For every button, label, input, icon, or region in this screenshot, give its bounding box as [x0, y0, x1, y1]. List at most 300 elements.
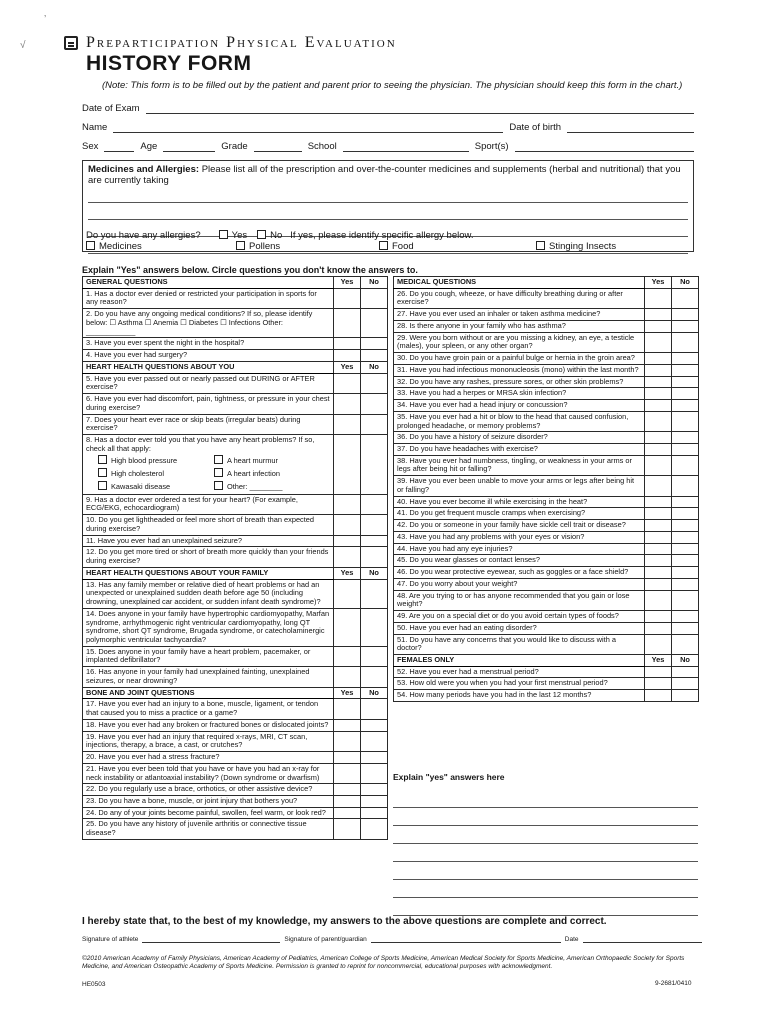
age-field[interactable]	[163, 140, 215, 152]
question-cell	[83, 435, 334, 495]
no-answer-cell[interactable]	[672, 622, 699, 634]
section-header-row	[394, 277, 699, 289]
explain-yes-lines	[393, 790, 698, 916]
question-text: 29. Were you born without or are you missing a kidney, an eye, a testicle (males), your spleen, or any other organ?	[397, 332, 635, 351]
yes-answer-cell[interactable]	[334, 535, 361, 547]
medicines-instructions: Please list all of the prescription and over-the-counter medicines and supplements (herbal and nutritional) that you are currently taking	[88, 164, 681, 186]
question-row	[394, 578, 699, 590]
yes-answer-cell[interactable]	[334, 731, 361, 751]
question-cell	[83, 414, 334, 434]
yes-answer-cell[interactable]	[645, 590, 672, 610]
question-text: 31. Have you had infectious mononucleosis (mono) within the last month?	[397, 364, 639, 374]
yes-answer-cell[interactable]	[645, 455, 672, 475]
question-cell	[394, 531, 645, 543]
no-answer-cell[interactable]	[672, 432, 699, 444]
allergy-types-row	[86, 241, 616, 252]
question-text: 16. Has anyone in your family had unexplained fainting, unexplained seizures, or near drowning?	[86, 667, 310, 685]
question-text: 6. Have you ever had discomfort, pain, tightness, or pressure in your chest during exercise?	[86, 394, 330, 412]
copyright-notice: ©2010 American Academy of Family Physicians, American Academy of Pediatrics, American College of Sports Medicine, American Medical Society for Sports Medicine, American Orthopaedic Society for Sports Medicine, and American Osteopathic Academy of Sports Medicine. Permission is granted to reprint for noncommercial, educational purposes with acknowledgment.	[82, 955, 685, 971]
question-cell	[83, 807, 334, 819]
medicines-line[interactable]	[88, 203, 688, 220]
yes-answer-cell[interactable]	[645, 353, 672, 365]
yes-answer-cell[interactable]	[645, 332, 672, 352]
yes-answer-cell[interactable]	[645, 309, 672, 321]
yes-column-header: Yes	[334, 277, 361, 289]
question-cell	[83, 719, 334, 731]
question-cell	[83, 288, 334, 308]
no-answer-cell[interactable]	[672, 690, 699, 702]
question-text: 44. Have you had any eye injuries?	[397, 543, 513, 553]
yes-answer-cell[interactable]	[645, 578, 672, 590]
question-row	[83, 731, 388, 751]
heart-problem-label: High blood pressure	[111, 456, 178, 466]
section-header-row	[83, 687, 388, 699]
no-answer-cell[interactable]	[672, 590, 699, 610]
no-answer-cell[interactable]	[672, 476, 699, 496]
no-answer-cell[interactable]	[672, 288, 699, 308]
question-text: 52. Have you ever had a menstrual period?	[397, 666, 539, 676]
yes-answer-cell[interactable]	[645, 531, 672, 543]
explain-yes-line[interactable]	[393, 790, 698, 808]
question-cell	[394, 332, 645, 352]
question-row	[83, 350, 388, 362]
no-answer-cell[interactable]	[361, 699, 388, 719]
question-text: 48. Are you trying to or has anyone recommended that you gain or lose weight?	[397, 590, 630, 609]
question-row	[83, 608, 388, 646]
yes-answer-cell[interactable]	[334, 784, 361, 796]
no-answer-cell[interactable]	[361, 414, 388, 434]
yes-answer-cell[interactable]	[334, 394, 361, 414]
question-cell	[394, 520, 645, 532]
question-cell	[394, 578, 645, 590]
heart-problem-option[interactable]	[214, 481, 330, 492]
sports-field[interactable]	[515, 140, 694, 152]
question-row	[83, 435, 388, 495]
question-cell	[83, 394, 334, 414]
yes-answer-cell[interactable]	[645, 634, 672, 654]
no-answer-cell[interactable]	[361, 719, 388, 731]
question-text: 46. Do you wear protective eyewear, such as goggles or a face shield?	[397, 567, 629, 577]
checkbox[interactable]	[98, 481, 107, 490]
checkbox[interactable]	[98, 455, 107, 464]
medicines-line[interactable]	[88, 186, 688, 203]
question-cell	[394, 388, 645, 400]
signature-row	[82, 934, 702, 943]
no-answer-cell[interactable]	[361, 731, 388, 751]
no-answer-cell[interactable]	[672, 388, 699, 400]
heart-problem-option[interactable]	[98, 455, 214, 466]
no-answer-cell[interactable]	[361, 763, 388, 783]
question-cell	[394, 309, 645, 321]
question-row	[394, 611, 699, 623]
question-row	[83, 719, 388, 731]
yes-answer-cell[interactable]	[645, 376, 672, 388]
no-answer-cell[interactable]	[361, 646, 388, 666]
question-cell	[394, 353, 645, 365]
question-text: 24. Do any of your joints become painful, swollen, feel warm, or look red?	[86, 807, 326, 817]
yes-answer-cell[interactable]	[334, 752, 361, 764]
no-answer-cell[interactable]	[672, 332, 699, 352]
no-answer-cell[interactable]	[361, 579, 388, 608]
section-header-row	[83, 277, 388, 289]
question-text: 25. Do you have any history of juvenile arthritis or connective tissue disease?	[86, 819, 307, 838]
section-title: HEART HEALTH QUESTIONS ABOUT YOUR FAMILY	[83, 567, 334, 579]
sex-age-row	[82, 140, 694, 152]
question-row	[83, 699, 388, 719]
yes-answer-cell[interactable]	[645, 690, 672, 702]
allergy-type-stinging-insects: Stinging Insects	[549, 241, 617, 252]
question-row	[83, 494, 388, 514]
question-row	[394, 520, 699, 532]
no-answer-cell[interactable]	[361, 795, 388, 807]
question-row	[394, 411, 699, 431]
no-answer-cell[interactable]	[361, 667, 388, 687]
yes-answer-cell[interactable]	[334, 819, 361, 839]
allergy-if-yes: If yes, please identify specific allergy below.	[290, 230, 474, 241]
no-answer-cell[interactable]	[672, 376, 699, 388]
yes-answer-cell[interactable]	[645, 678, 672, 690]
sports-label: Sport(s)	[474, 141, 509, 152]
question-cell	[83, 535, 334, 547]
allergy-yes-checkbox[interactable]	[219, 230, 228, 239]
no-answer-cell[interactable]	[361, 394, 388, 414]
question-cell	[394, 634, 645, 654]
heart-problem-option[interactable]	[98, 481, 214, 492]
yes-column-header: Yes	[645, 654, 672, 666]
no-column-header: No	[672, 654, 699, 666]
grade-label: Grade	[221, 141, 248, 152]
checkbox[interactable]	[214, 468, 223, 477]
no-answer-cell[interactable]	[672, 309, 699, 321]
question-text: 49. Are you on a special diet or do you avoid certain types of foods?	[397, 611, 619, 621]
no-answer-cell[interactable]	[672, 444, 699, 456]
no-answer-cell[interactable]	[361, 535, 388, 547]
question-cell	[83, 784, 334, 796]
allergy-no-label: No	[270, 230, 283, 241]
yes-answer-cell[interactable]	[334, 350, 361, 362]
name-label: Name	[82, 122, 108, 133]
no-answer-cell[interactable]	[361, 373, 388, 393]
question-cell	[394, 567, 645, 579]
heart-problem-label: High cholesterol	[111, 469, 164, 479]
parent-signature-field[interactable]	[371, 934, 561, 943]
no-answer-cell[interactable]	[672, 578, 699, 590]
question-row	[83, 338, 388, 350]
yes-answer-cell[interactable]	[334, 646, 361, 666]
no-answer-cell[interactable]	[672, 611, 699, 623]
name-row	[82, 121, 694, 133]
question-row	[83, 515, 388, 535]
allergy-type-food: Food	[392, 241, 414, 252]
no-answer-cell[interactable]	[672, 364, 699, 376]
heart-problem-option[interactable]	[98, 468, 214, 479]
yes-answer-cell[interactable]	[645, 520, 672, 532]
question-row	[83, 373, 388, 393]
question-cell	[394, 543, 645, 555]
question-cell	[83, 515, 334, 535]
question-cell	[83, 763, 334, 783]
yes-answer-cell[interactable]	[334, 608, 361, 646]
yes-answer-cell[interactable]	[645, 388, 672, 400]
question-cell	[83, 667, 334, 687]
yes-answer-cell[interactable]	[334, 699, 361, 719]
section-title: GENERAL QUESTIONS	[83, 277, 334, 289]
explain-yes-line[interactable]	[393, 862, 698, 880]
question-row	[83, 763, 388, 783]
no-answer-cell[interactable]	[672, 634, 699, 654]
question-cell	[394, 678, 645, 690]
form-subtitle: Preparticipation Physical Evaluation	[86, 34, 397, 51]
ppe-logo-icon	[64, 36, 78, 50]
question-row	[394, 666, 699, 678]
yes-answer-cell[interactable]	[334, 515, 361, 535]
date-of-birth-field[interactable]	[567, 121, 694, 133]
question-text: 37. Do you have headaches with exercise?	[397, 444, 538, 454]
no-answer-cell[interactable]	[672, 543, 699, 555]
question-cell	[394, 432, 645, 444]
checkbox[interactable]	[98, 468, 107, 477]
age-label: Age	[140, 141, 158, 152]
yes-answer-cell[interactable]	[334, 435, 361, 495]
no-answer-cell[interactable]	[361, 807, 388, 819]
question-row	[394, 376, 699, 388]
yes-answer-cell[interactable]	[645, 543, 672, 555]
no-answer-cell[interactable]	[672, 555, 699, 567]
no-answer-cell[interactable]	[672, 520, 699, 532]
medicines-allergy-checkbox[interactable]	[86, 241, 95, 250]
question-cell	[83, 547, 334, 567]
question-text: 11. Have you ever had an unexplained seizure?	[86, 535, 242, 545]
heart-problem-option[interactable]	[214, 468, 330, 479]
question-row	[394, 400, 699, 412]
question-text: 9. Has a doctor ever ordered a test for your heart? (For example, ECG/EKG, echocardiogram)	[86, 494, 298, 513]
sex-field[interactable]	[104, 140, 134, 152]
question-row	[83, 547, 388, 567]
form-title: HISTORY FORM	[86, 52, 252, 75]
question-text: 10. Do you get lightheaded or feel more short of breath than expected during exercise?	[86, 515, 315, 533]
question-row	[83, 667, 388, 687]
question-row	[83, 807, 388, 819]
question-text: 45. Do you wear glasses or contact lenses?	[397, 555, 540, 565]
no-answer-cell[interactable]	[361, 350, 388, 362]
no-answer-cell[interactable]	[672, 320, 699, 332]
checkbox[interactable]	[214, 481, 223, 490]
yes-answer-cell[interactable]	[334, 547, 361, 567]
question-cell	[83, 494, 334, 514]
yes-answer-cell[interactable]	[645, 555, 672, 567]
question-row	[394, 678, 699, 690]
question-row	[83, 795, 388, 807]
question-row	[394, 555, 699, 567]
yes-answer-cell[interactable]	[334, 288, 361, 308]
yes-answer-cell[interactable]	[645, 432, 672, 444]
question-row	[394, 364, 699, 376]
question-cell	[83, 819, 334, 839]
yes-answer-cell[interactable]	[645, 622, 672, 634]
form-code: HE0503	[82, 981, 106, 988]
question-text: 18. Have you ever had any broken or fractured bones or dislocated joints?	[86, 719, 329, 729]
yes-answer-cell[interactable]	[645, 611, 672, 623]
question-text: 41. Do you get frequent muscle cramps when exercising?	[397, 508, 586, 518]
section-title: FEMALES ONLY	[394, 654, 645, 666]
allergy-question: Do you have any allergies?	[86, 230, 201, 241]
no-answer-cell[interactable]	[672, 678, 699, 690]
grade-field[interactable]	[254, 140, 302, 152]
question-text: 34. Have you ever had a head injury or concussion?	[397, 400, 568, 410]
heart-problem-option[interactable]	[214, 455, 330, 466]
no-answer-cell[interactable]	[672, 567, 699, 579]
question-text: 1. Has a doctor ever denied or restricted your participation in sports for any reason?	[86, 288, 317, 307]
question-text: 35. Have you ever had a hit or blow to the head that caused confusion, prolonged headache, or memory problems?	[397, 411, 629, 430]
yes-answer-cell[interactable]	[645, 400, 672, 412]
no-answer-cell[interactable]	[361, 547, 388, 567]
question-cell	[394, 411, 645, 431]
yes-answer-cell[interactable]	[645, 320, 672, 332]
no-answer-cell[interactable]	[361, 608, 388, 646]
question-text: 20. Have you ever had a stress fracture?	[86, 752, 220, 762]
no-answer-cell[interactable]	[672, 531, 699, 543]
no-answer-cell[interactable]	[361, 784, 388, 796]
no-answer-cell[interactable]	[361, 435, 388, 495]
pollens-allergy-checkbox[interactable]	[236, 241, 245, 250]
explain-yes-line[interactable]	[393, 844, 698, 862]
allergy-type-pollens: Pollens	[249, 241, 281, 252]
no-answer-cell[interactable]	[672, 666, 699, 678]
no-answer-cell[interactable]	[672, 496, 699, 508]
question-text: 13. Has any family member or relative died of heart problems or had an unexpected or unexplained sudden death before age 50 (including drowning, unexplained car accident, or sudden infant death syndrome)?	[86, 579, 321, 607]
question-cell	[394, 364, 645, 376]
explain-yes-line[interactable]	[393, 826, 698, 844]
school-field[interactable]	[343, 140, 469, 152]
question-cell	[394, 288, 645, 308]
question-text: 40. Have you ever become ill while exercising in the heat?	[397, 496, 588, 506]
question-text: 5. Have you ever passed out or nearly passed out DURING or AFTER exercise?	[86, 373, 315, 392]
yes-answer-cell[interactable]	[645, 444, 672, 456]
no-answer-cell[interactable]	[361, 288, 388, 308]
yes-answer-cell[interactable]	[334, 807, 361, 819]
question-cell	[83, 309, 334, 338]
no-answer-cell[interactable]	[672, 400, 699, 412]
declaration-statement: I hereby state that, to the best of my knowledge, my answers to the above questions are complete and correct.	[82, 916, 607, 927]
question-row	[394, 309, 699, 321]
yes-answer-cell[interactable]	[334, 579, 361, 608]
question-text: 39. Have you ever been unable to move your arms or legs after being hit or falling?	[397, 476, 635, 494]
right-questions-table	[393, 276, 699, 702]
form-note: (Note: This form is to be filled out by the patient and parent prior to seeing the physician. The physician should keep this form in the chart.)	[102, 80, 683, 91]
no-answer-cell[interactable]	[361, 494, 388, 514]
explain-yes-line[interactable]	[393, 880, 698, 898]
question-row	[394, 567, 699, 579]
question-row	[83, 819, 388, 839]
allergy-yes-label: Yes	[231, 230, 248, 241]
explain-yes-line[interactable]	[393, 898, 698, 916]
question-cell	[83, 338, 334, 350]
question-text: 32. Do you have any rashes, pressure sores, or other skin problems?	[397, 376, 624, 386]
question-cell	[394, 496, 645, 508]
date-of-exam-label: Date of Exam	[82, 103, 140, 114]
question-cell	[394, 376, 645, 388]
yes-answer-cell[interactable]	[645, 666, 672, 678]
name-field[interactable]	[113, 121, 503, 133]
question-text: 21. Have you ever been told that you have or have you had an x-ray for neck instability or atlantoaxial instability? (Down syndrome or dwarfism)	[86, 763, 320, 782]
allergy-no-checkbox[interactable]	[257, 230, 266, 239]
date-field[interactable]	[583, 934, 702, 943]
question-text: 15. Does anyone in your family have a heart problem, pacemaker, or implanted defibrillator?	[86, 646, 311, 665]
no-answer-cell[interactable]	[672, 508, 699, 520]
section-title: MEDICAL QUESTIONS	[394, 277, 645, 289]
sex-label: Sex	[82, 141, 99, 152]
question-text: 43. Have you had any problems with your eyes or vision?	[397, 531, 585, 541]
no-answer-cell[interactable]	[361, 309, 388, 338]
no-answer-cell[interactable]	[361, 338, 388, 350]
yes-answer-cell[interactable]	[334, 414, 361, 434]
yes-answer-cell[interactable]	[334, 494, 361, 514]
question-text: 2. Do you have any ongoing medical conditions? If so, please identify below: ☐ Asthma ☐ Anemia ☐ Diabetes ☐ Infections Other: ____________	[86, 309, 313, 336]
question-row	[394, 634, 699, 654]
question-row	[394, 496, 699, 508]
checkbox[interactable]	[214, 455, 223, 464]
yes-answer-cell[interactable]	[645, 476, 672, 496]
question-cell	[394, 508, 645, 520]
no-answer-cell[interactable]	[361, 752, 388, 764]
question-cell	[83, 646, 334, 666]
explain-yes-line[interactable]	[393, 808, 698, 826]
yes-column-header: Yes	[334, 567, 361, 579]
yes-answer-cell[interactable]	[334, 338, 361, 350]
question-row	[83, 309, 388, 338]
form-header	[64, 34, 704, 91]
question-text: 19. Have you ever had an injury that required x-rays, MRI, CT scan, injections, therapy, a brace, a cast, or crutches?	[86, 731, 308, 750]
question-text: 23. Do you have a bone, muscle, or joint injury that bothers you?	[86, 795, 298, 805]
yes-answer-cell[interactable]	[645, 288, 672, 308]
allergy-type-medicines: Medicines	[99, 241, 142, 252]
yes-answer-cell[interactable]	[334, 309, 361, 338]
yes-answer-cell[interactable]	[645, 411, 672, 431]
no-answer-cell[interactable]	[672, 455, 699, 475]
yes-answer-cell[interactable]	[334, 795, 361, 807]
yes-answer-cell[interactable]	[334, 719, 361, 731]
question-row	[394, 432, 699, 444]
yes-answer-cell[interactable]	[645, 567, 672, 579]
yes-answer-cell[interactable]	[334, 667, 361, 687]
question-row	[394, 320, 699, 332]
explain-instructions: Explain "Yes" answers below. Circle questions you don't know the answers to.	[82, 265, 418, 275]
parent-signature-label: Signature of parent/guardian	[284, 936, 367, 943]
yes-answer-cell[interactable]	[645, 508, 672, 520]
yes-answer-cell[interactable]	[334, 763, 361, 783]
stinging-insects-allergy-checkbox[interactable]	[536, 241, 545, 250]
no-answer-cell[interactable]	[672, 411, 699, 431]
question-row	[394, 508, 699, 520]
question-cell	[394, 666, 645, 678]
question-text: 33. Have you had a herpes or MRSA skin infection?	[397, 388, 567, 398]
yes-answer-cell[interactable]	[645, 364, 672, 376]
yes-answer-cell[interactable]	[334, 373, 361, 393]
date-of-exam-field[interactable]	[146, 102, 694, 114]
food-allergy-checkbox[interactable]	[379, 241, 388, 250]
question-text: 12. Do you get more tired or short of breath more quickly than your friends during exercise?	[86, 547, 329, 566]
scan-mark: ’	[44, 14, 47, 25]
yes-answer-cell[interactable]	[645, 496, 672, 508]
athlete-signature-field[interactable]	[142, 934, 280, 943]
no-answer-cell[interactable]	[361, 515, 388, 535]
question-cell	[83, 731, 334, 751]
question-text: 26. Do you cough, wheeze, or have difficulty breathing during or after exercise?	[397, 288, 623, 307]
athlete-signature-label: Signature of athlete	[82, 936, 139, 943]
no-answer-cell[interactable]	[672, 353, 699, 365]
question-row	[394, 476, 699, 496]
no-answer-cell[interactable]	[361, 819, 388, 839]
